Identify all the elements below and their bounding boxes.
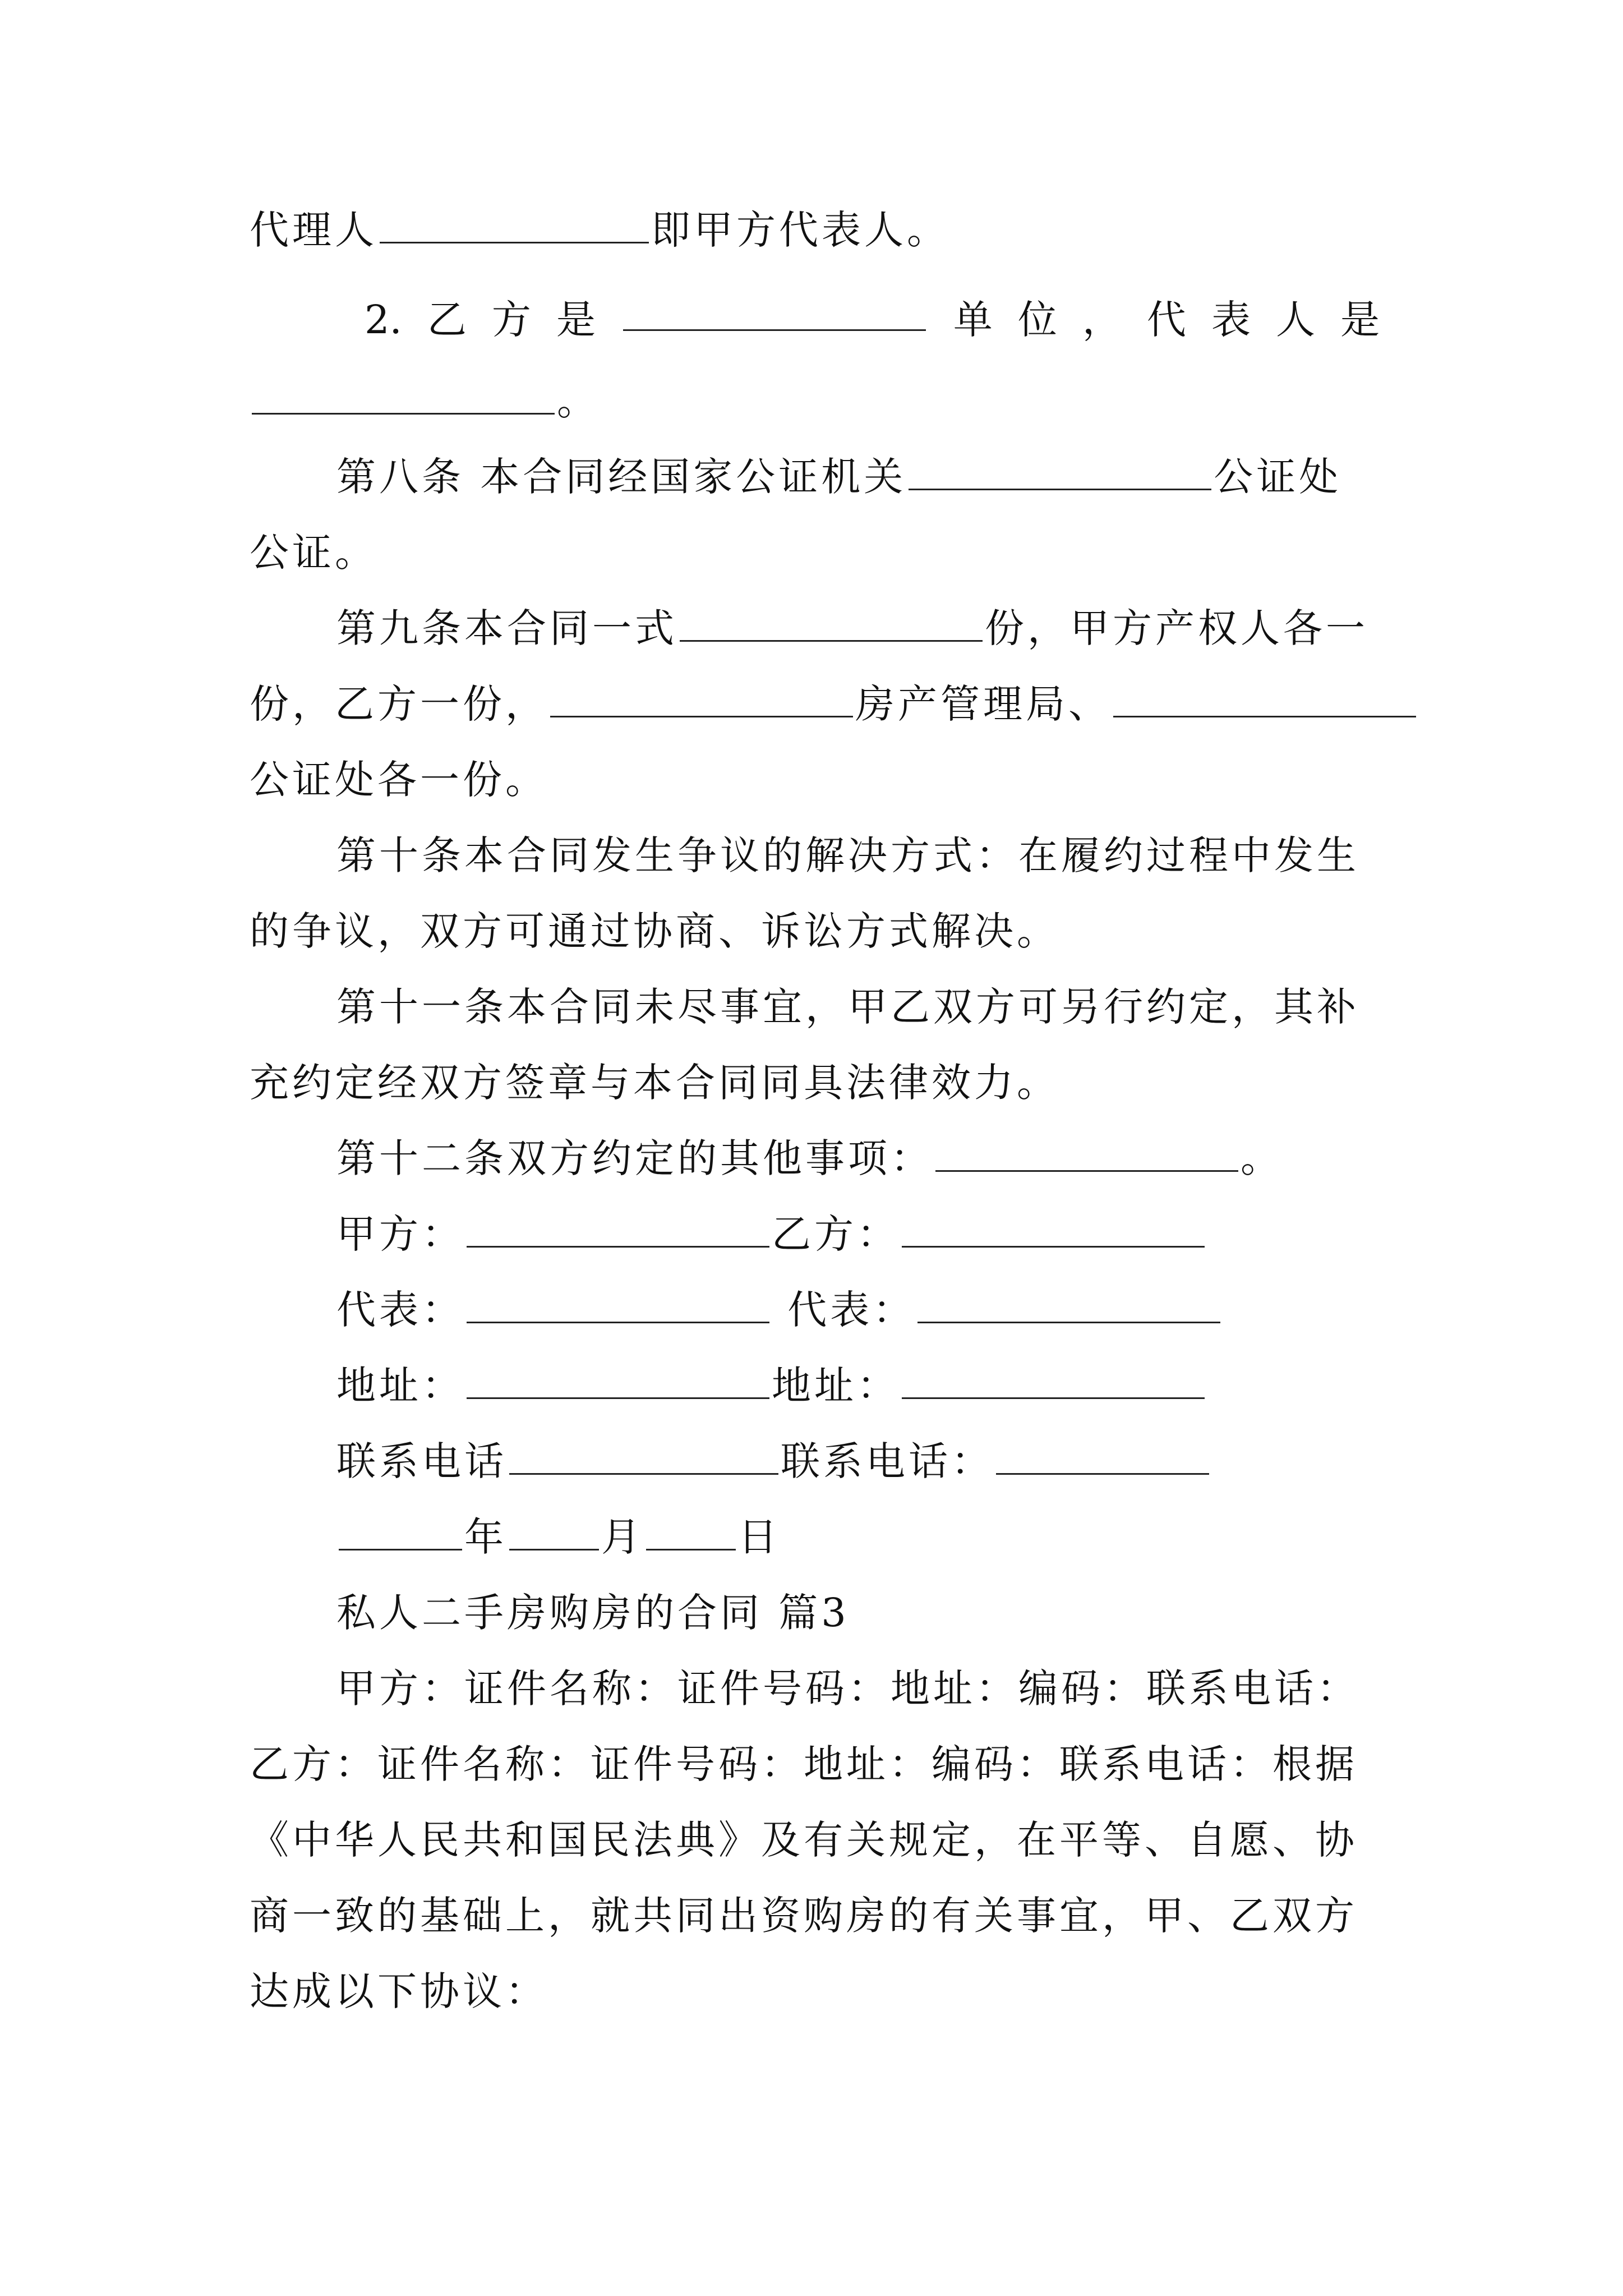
text: 第十二条双方约定的其他事项：	[336, 1135, 933, 1181]
text: 人	[1275, 297, 1315, 343]
fill-blank	[623, 295, 926, 331]
label: 月	[601, 1514, 644, 1560]
text: 充约定经双方签章与本合同同具法律效力。	[250, 1060, 1059, 1106]
label: 乙方：	[772, 1211, 900, 1257]
text: 份，甲方产权人各一	[985, 605, 1368, 651]
text: 第九条本合同一式	[336, 605, 677, 651]
fill-blank	[902, 1211, 1205, 1248]
text: 代	[1146, 297, 1186, 343]
text: 第十条本合同发生争议的解决方式：在履约过程中发生	[336, 832, 1359, 878]
fill-blank	[917, 1287, 1220, 1323]
text-line-9	[336, 830, 1359, 881]
text-line-11	[336, 982, 1359, 1032]
text: 公证处	[1214, 454, 1342, 500]
section-heading	[336, 1588, 850, 1638]
text: 公证。	[250, 530, 377, 576]
text: 代理人	[250, 207, 377, 253]
fill-blank	[996, 1438, 1209, 1475]
date-line	[336, 1512, 781, 1562]
text: 达成以下协议：	[250, 1968, 548, 2014]
signature-address-line	[336, 1360, 1207, 1411]
text-line-1	[250, 205, 949, 255]
text: 公证处各一份。	[250, 757, 548, 803]
text: 房产管理局、	[855, 681, 1111, 727]
label: 年	[464, 1514, 507, 1560]
text: 方	[491, 297, 531, 343]
label: 日	[738, 1514, 781, 1560]
label: 代表：	[787, 1287, 916, 1333]
text: 2.	[365, 297, 402, 343]
text-line-22	[250, 1815, 1358, 1865]
text-line-12	[250, 1057, 1059, 1108]
text-line-6	[336, 603, 1368, 654]
fill-blank	[467, 1211, 769, 1248]
text: 是	[1340, 297, 1380, 343]
text-line-20	[336, 1663, 1359, 1714]
text: 商一致的基础上，就共同出资购房的有关事宜，甲、乙双方	[250, 1893, 1358, 1939]
fill-blank	[902, 1363, 1205, 1399]
text-line-2	[365, 295, 1380, 345]
fill-blank	[909, 454, 1211, 490]
day-blank	[646, 1514, 736, 1550]
text: 第十一条本合同未尽事宜，甲乙双方可另行约定，其补	[336, 984, 1359, 1030]
text: 第八条 本合同经国家公证机关	[336, 454, 907, 500]
fill-blank	[935, 1135, 1238, 1172]
signature-rep-line	[336, 1285, 1223, 1335]
month-blank	[509, 1514, 599, 1550]
text-line-5	[250, 527, 377, 578]
fill-blank	[1113, 681, 1416, 717]
text: 位	[1017, 297, 1057, 343]
text: 甲方：证件名称：证件号码：地址：编码：联系电话：	[336, 1665, 1359, 1711]
text: 《中华人民共和国民法典》及有关规定，在平等、自愿、协	[250, 1817, 1358, 1863]
text: 乙	[427, 297, 467, 343]
text-line-4	[336, 452, 1341, 502]
fill-blank	[680, 605, 983, 642]
text: 私人二手房购房的合同 篇3	[336, 1590, 850, 1636]
fill-blank	[252, 378, 555, 415]
text: ，	[1082, 297, 1122, 343]
year-blank	[339, 1514, 462, 1550]
fill-blank	[467, 1287, 769, 1323]
label: 联系电话	[336, 1438, 507, 1484]
label: 地址：	[772, 1363, 900, 1409]
text-line-21	[250, 1739, 1358, 1789]
text: 。	[557, 378, 600, 424]
text-line-24	[250, 1966, 548, 2017]
text: 是	[556, 297, 596, 343]
text: 份，乙方一份，	[250, 681, 548, 727]
text: 的争议，双方可通过协商、诉讼方式解决。	[250, 908, 1059, 954]
signature-phone-line	[336, 1436, 1211, 1487]
label: 甲方：	[336, 1211, 464, 1257]
fill-blank	[467, 1363, 769, 1399]
text-line-13	[336, 1133, 1283, 1184]
fill-blank	[550, 681, 853, 717]
label: 地址：	[336, 1363, 464, 1409]
text-line-23	[250, 1890, 1358, 1941]
text-line-8	[250, 754, 548, 805]
text-line-10	[250, 906, 1059, 956]
label: 代表：	[336, 1287, 464, 1333]
text: 表	[1211, 297, 1251, 343]
label: 联系电话：	[781, 1438, 994, 1484]
text: 单	[953, 297, 993, 343]
text-line-3	[250, 376, 600, 426]
text-line-7	[250, 679, 1418, 729]
text: 。	[1241, 1135, 1283, 1181]
signature-party-line	[336, 1209, 1207, 1259]
fill-blank	[509, 1438, 778, 1475]
text: 即甲方代表人。	[651, 207, 949, 253]
fill-blank	[380, 207, 649, 243]
text: 乙方：证件名称：证件号码：地址：编码：联系电话：根据	[250, 1741, 1358, 1787]
